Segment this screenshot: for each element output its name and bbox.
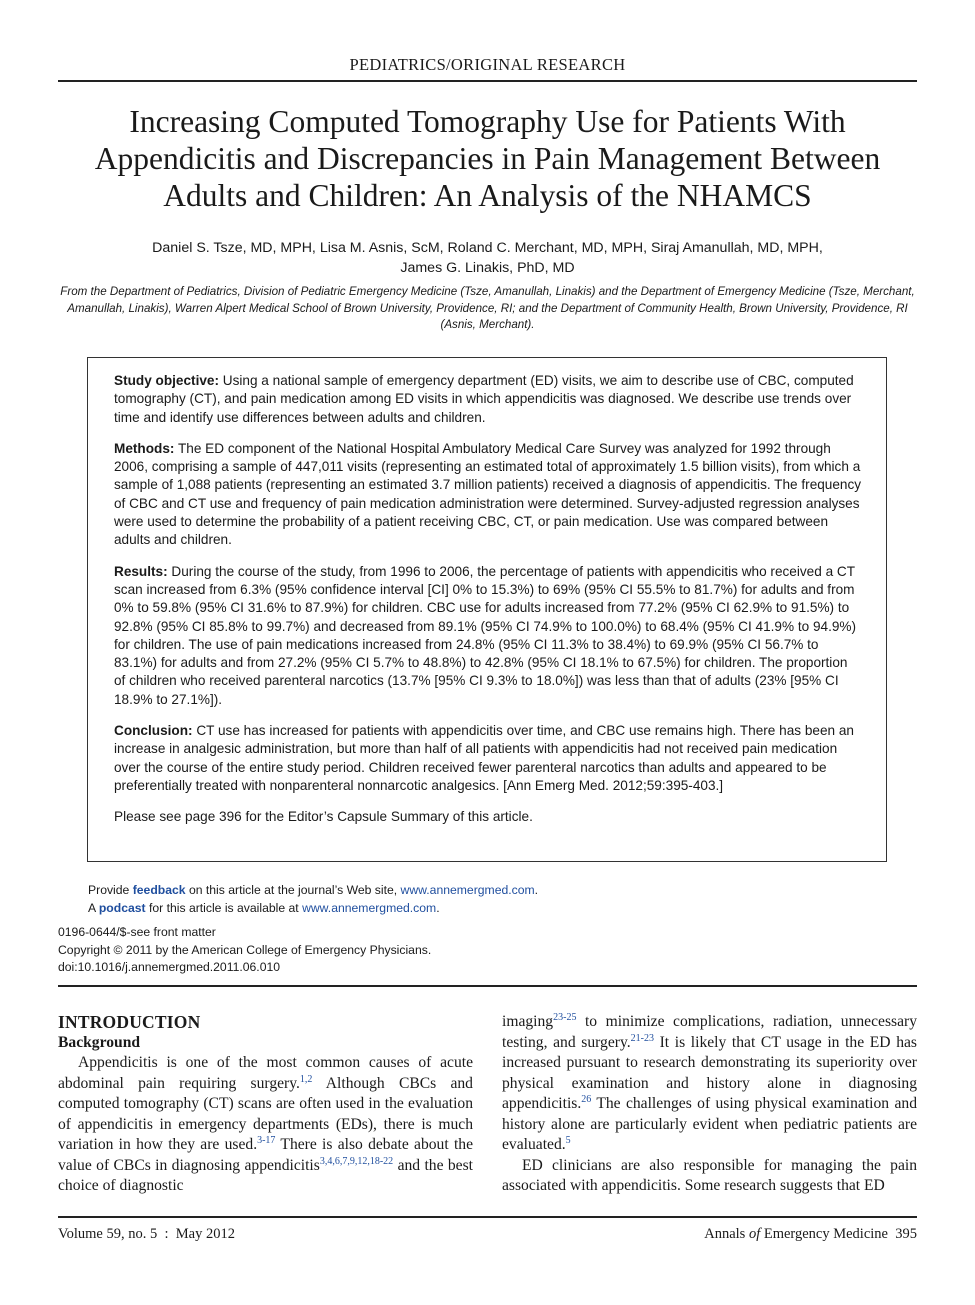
abstract-conclusion — [114, 722, 862, 795]
methods-label: Methods: — [114, 440, 175, 456]
conclusion-text: CT use has increased for patients with appendicitis over time, and CBC use remains high. There has been an increase in analgesic administration, but more than half of all patients with appendicitis had not received pain medication over the course of the entire study period. Children received fewer parenteral narcotics than adults and appeared to be preferentially treated with nonparenteral nonnarcotic analgesics. [Ann Emerg Med. 2012;59:395-403.] — [114, 723, 854, 793]
reference-link[interactable]: 5 — [565, 1135, 571, 1146]
conclusion-label: Conclusion: — [114, 723, 193, 739]
section-heading: INTRODUCTION — [58, 1012, 201, 1032]
author-list — [60, 238, 915, 278]
reference-link[interactable]: 3-17 — [257, 1135, 276, 1146]
footer-rule — [58, 1216, 917, 1218]
podcast-pre: A — [88, 901, 96, 915]
doi: doi:10.1016/j.annemergmed.2011.06.010 — [58, 960, 281, 974]
capsule-note: Please see page 396 for the Editor’s Capsule Summary of this article. — [114, 809, 533, 825]
text-run: Although CBCs and computed tomography (CT) scans are often used in the evaluation of appendicitis in emergency departments (EDs), there is much variation in how they are used. — [58, 1074, 473, 1153]
authors-line-1: Daniel S. Tsze, MD, MPH, Lisa M. Asnis, ScM, Roland C. Merchant, MD, MPH, Siraj Amanullah, MD, MPH, — [152, 240, 823, 256]
copyright: Copyright © 2011 by the American College of Emergency Physicians. — [58, 942, 432, 957]
footer-volume — [58, 1226, 235, 1243]
objective-label: Study objective: — [114, 373, 219, 388]
text-run: It is likely that CT usage in the ED has increased pursuant to research demonstrating its superiority over physical examination and history alone in diagnosing appendicitis. — [502, 1033, 917, 1112]
text-run: and the best choice of diagnostic — [58, 1156, 474, 1194]
feedback-dot: . — [534, 883, 539, 897]
abstract-results — [114, 563, 862, 709]
text-run: imaging — [502, 1013, 554, 1030]
article-links — [88, 881, 538, 917]
body-column-left — [58, 1012, 473, 1197]
site-link-2[interactable]: www.annemergmed.com — [302, 901, 437, 915]
issn: 0196-0644/$-see front matter — [58, 925, 216, 939]
feedback-link[interactable]: feedback — [132, 883, 186, 897]
feedback-line — [88, 881, 538, 899]
podcast-dot: . — [436, 901, 440, 915]
reference-link[interactable]: 1,2 — [299, 1073, 313, 1085]
text-run: The challenges of using physical examination and history alone are particularly evident when pediatric patients are evaluated. — [502, 1095, 917, 1153]
reference-link[interactable]: 26 — [581, 1094, 592, 1105]
text-run: Appendicitis is one of the most common causes of acute abdominal pain requiring surgery. — [58, 1054, 473, 1092]
body-paragraph — [502, 1012, 917, 1156]
site-link-1[interactable]: www.annemergmed.com — [400, 883, 535, 897]
results-text: During the course of the study, from 1996 to 2006, the percentage of patients with appendicitis who received a CT scan increased from 6.3% (95% confidence interval [CI] 0% to 15.3%) to 69% (95% CI 55.5% to 81.7%) for adults and from 0% to 59.8% (95% CI 31.6% to 87.9%) for children. CBC use for adults increased from 77.2% (95% CI 62.9% to 91.5%) to 92.8% (95% CI 85.8% to 99.7%) and decreased from 89.1% (95% CI 74.9% to 100.0%) to 68.4% (95% CI 41.9% to 94.9%) for children. The use of pain medications increased from 24.8% (95% CI 11.3% to 38.4%) to 69.9% (95% CI 56.7% to 83.1%) for adults and from 27.2% (95% CI 5.7% to 48.8%) to 42.8% (95% CI 18.1% to 67.5%) for children. The proportion of children who received parenteral narcotics (13.7% [95% CI 9.3% to 18.0%]) was less than that of adults (23% [95% CI 18.9% to 27.1%]). — [114, 563, 857, 707]
text-run: There is also debate about the value of CBCs in diagnosing appendicitis — [58, 1136, 473, 1174]
header-rule — [58, 80, 917, 82]
subsection-heading: Background — [58, 1033, 141, 1051]
objective-text: Using a national sample of emergency department (ED) visits, we aim to describe use of CBC, computed tomography (CT), and pain medication among ED visits in which appendicitis was diagnosed. We describe use trends over time and identify use differences between adults and children. — [114, 373, 854, 425]
results-label: Results: — [114, 563, 168, 579]
methods-text: The ED component of the National Hospital Ambulatory Medical Care Survey was analyzed for 1992 through 2006, comprising a sample of 447,011 visits (representing an estimated total of approximately 1.5 billion visits), from which a sample of 1,088 patients (representing an estimated 3.7 million patients) received a diagnosis of appendicitis. The frequency of CBC and CT use and frequency of pain medication administration were determined. Survey-adjusted regression analyses were used to determine the probability of a patient receiving CBC, CT, or pain medication. Use was compared between adults and children. — [114, 440, 862, 548]
article-meta — [58, 924, 431, 977]
podcast-post: for this article is available at — [148, 901, 299, 915]
volume-issue: Volume 59, no. 5 — [58, 1226, 158, 1242]
body-paragraph: ED clinicians are also responsible for managing the pain associated with appendicitis. Some research suggests that ED — [502, 1156, 917, 1194]
abstract-objective — [114, 372, 862, 427]
section-tag: PEDIATRICS/ORIGINAL RESEARCH — [349, 55, 626, 74]
article-title: Increasing Computed Tomography Use for Patients With Appendicitis and Discrepancies in Pain Management Between Adults and Children: An Analysis of the NHAMCS — [94, 104, 881, 213]
abstract-box — [87, 357, 887, 862]
issue-date: May 2012 — [175, 1226, 235, 1242]
podcast-line — [88, 899, 538, 917]
footer-journal — [704, 1226, 917, 1243]
journal-name-a: Annals — [704, 1226, 746, 1242]
text-run: to minimize complications, radiation, unnecessary testing, and surgery. — [502, 1013, 917, 1051]
abstract-methods — [114, 440, 862, 550]
affiliation: From the Department of Pediatrics, Division of Pediatric Emergency Medicine (Tsze, Amanullah, Linakis) and the Department of Emergency Medicine (Tsze, Merchant, Amanullah, Linakis), Warren Alpert Medical School of Brown University, Providence, RI; and the Department of Community Health, Brown University, Providence, RI (Asnis, Merchant). — [60, 285, 915, 331]
journal-name-b: Emergency Medicine — [763, 1226, 888, 1242]
page-number: 395 — [895, 1226, 917, 1242]
feedback-post: on this article at the journal’s Web site, — [188, 883, 398, 897]
body-paragraph — [58, 1053, 473, 1197]
reference-link[interactable]: 21-23 — [630, 1032, 654, 1044]
body-column-right — [502, 1012, 917, 1197]
body-rule — [58, 985, 917, 987]
reference-link[interactable]: 3,4,6,7,9,12,18-22 — [319, 1155, 394, 1167]
authors-line-2: James G. Linakis, PhD, MD — [400, 260, 575, 276]
reference-link[interactable]: 23-25 — [553, 1012, 577, 1023]
podcast-link[interactable]: podcast — [98, 901, 146, 915]
footer-separator: : — [164, 1226, 169, 1242]
journal-name-of: of — [748, 1226, 761, 1242]
feedback-pre: Provide — [88, 883, 130, 897]
